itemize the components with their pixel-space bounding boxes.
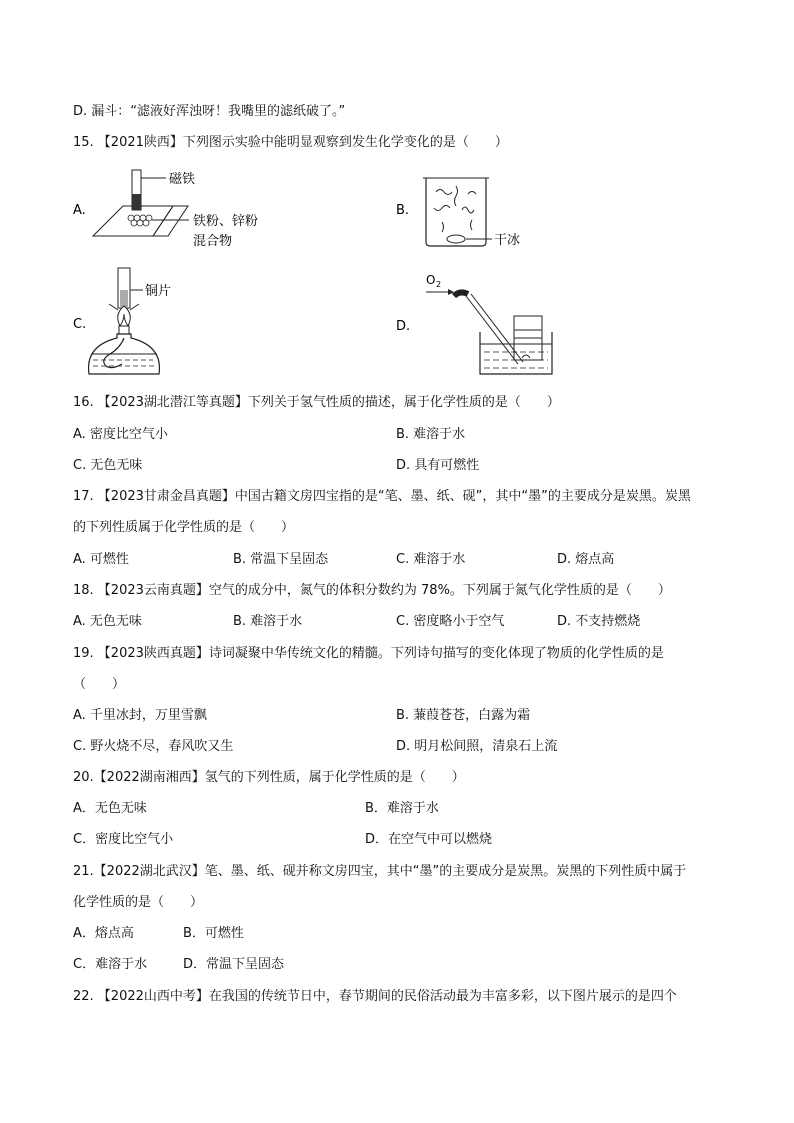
- q17-option-b: B. 常温下呈固态: [233, 552, 329, 567]
- question-17-line-1: 17. 【2023甘肃金昌真题】中国古籍文房四宝指的是“笔、墨、纸、砚”，其中“墨”的主要成分是炭黑。炭黑: [73, 489, 691, 504]
- q15-b-label: B.: [396, 203, 410, 218]
- q15-figure-b: [396, 172, 556, 250]
- q15-a-mixture-label: 混合物: [193, 234, 233, 249]
- q18-option-b: B. 难溶于水: [233, 614, 303, 629]
- q18-option-d: D. 不支持燃烧: [557, 614, 641, 629]
- q15-a-magnet-label: 磁铁: [169, 172, 196, 187]
- q19-option-a: A. 千里冰封，万里雪飘: [73, 708, 207, 723]
- q20-option-c: C．密度比空气小: [73, 832, 174, 847]
- q16-option-d: D. 具有可燃性: [396, 458, 480, 473]
- q19-option-b: B. 蒹葭苍苍，白露为霜: [396, 708, 531, 723]
- question-15: 15. 【2021陕西】下列图示实验中能明显观察到发生化学变化的是（ ）: [73, 135, 508, 150]
- question-20: 20.【2022湖南湘西】氢气的下列性质，属于化学性质的是（ ）: [73, 770, 465, 785]
- q20-option-d: D．在空气中可以燃烧: [365, 832, 493, 847]
- question-19-line-1: 19. 【2023陕西真题】诗词凝聚中华传统文化的精髓。下列诗句描写的变化体现了物质的化学性质的是: [73, 646, 664, 661]
- q15-figure-a: [73, 166, 293, 250]
- q16-option-a: A. 密度比空气小: [73, 427, 168, 442]
- q17-option-d: D. 熔点高: [557, 552, 615, 567]
- q17-option-c: C. 难溶于水: [396, 552, 466, 567]
- q16-option-c: C. 无色无味: [73, 458, 143, 473]
- q15-d-oxygen-subscript: 2: [436, 280, 442, 289]
- q16-option-b: B. 难溶于水: [396, 427, 466, 442]
- q15-a-label: A.: [73, 203, 86, 218]
- q20-option-a: A．无色无味: [73, 801, 147, 816]
- q18-option-c: C. 密度略小于空气: [396, 614, 505, 629]
- q15-d-oxygen-label: O: [426, 273, 436, 287]
- option-d-q14: D. 漏斗：“滤液好浑浊呀！我嘴里的滤纸破了。”: [73, 104, 346, 119]
- q19-option-d: D. 明月松间照，清泉石上流: [396, 739, 558, 754]
- q15-figure-d: [396, 272, 556, 382]
- q15-c-copper-label: 铜片: [145, 284, 172, 299]
- q15-b-dry-ice-label: 干冰: [494, 233, 521, 248]
- question-16: 16. 【2023湖北潜江等真题】下列关于氢气性质的描述，属于化学性质的是（ ）: [73, 395, 560, 410]
- q21-option-b: B．可燃性: [183, 926, 244, 941]
- q18-option-a: A. 无色无味: [73, 614, 142, 629]
- question-22: 22. 【2022山西中考】在我国的传统节日中，春节期间的民俗活动最为丰富多彩，以下图片展示的是四个: [73, 989, 677, 1004]
- q15-d-label: D.: [396, 319, 411, 334]
- q15-figure-c: [73, 262, 233, 380]
- question-21-line-2: 化学性质的是（ ）: [73, 895, 204, 910]
- q20-option-b: B．难溶于水: [365, 801, 439, 816]
- question-21-line-1: 21.【2022湖北武汉】笔、墨、纸、砚并称文房四宝，其中“墨”的主要成分是炭黑。炭黑的下列性质中属于: [73, 864, 687, 879]
- q21-option-a: A．熔点高: [73, 926, 134, 941]
- q19-option-c: C. 野火烧不尽，春风吹又生: [73, 739, 234, 754]
- q21-option-d: D．常温下呈固态: [183, 957, 285, 972]
- q15-c-label: C.: [73, 317, 87, 332]
- question-17-line-2: 的下列性质属于化学性质的是（ ）: [73, 520, 295, 535]
- question-19-line-2: （ ）: [73, 677, 126, 692]
- q17-option-a: A. 可燃性: [73, 552, 129, 567]
- question-18: 18. 【2023云南真题】空气的成分中，氮气的体积分数约为 78%。下列属于氮气化学性质的是（ ）: [73, 583, 671, 598]
- q21-option-c: C．难溶于水: [73, 957, 148, 972]
- q15-a-powder-label: 铁粉、锌粉: [193, 214, 259, 229]
